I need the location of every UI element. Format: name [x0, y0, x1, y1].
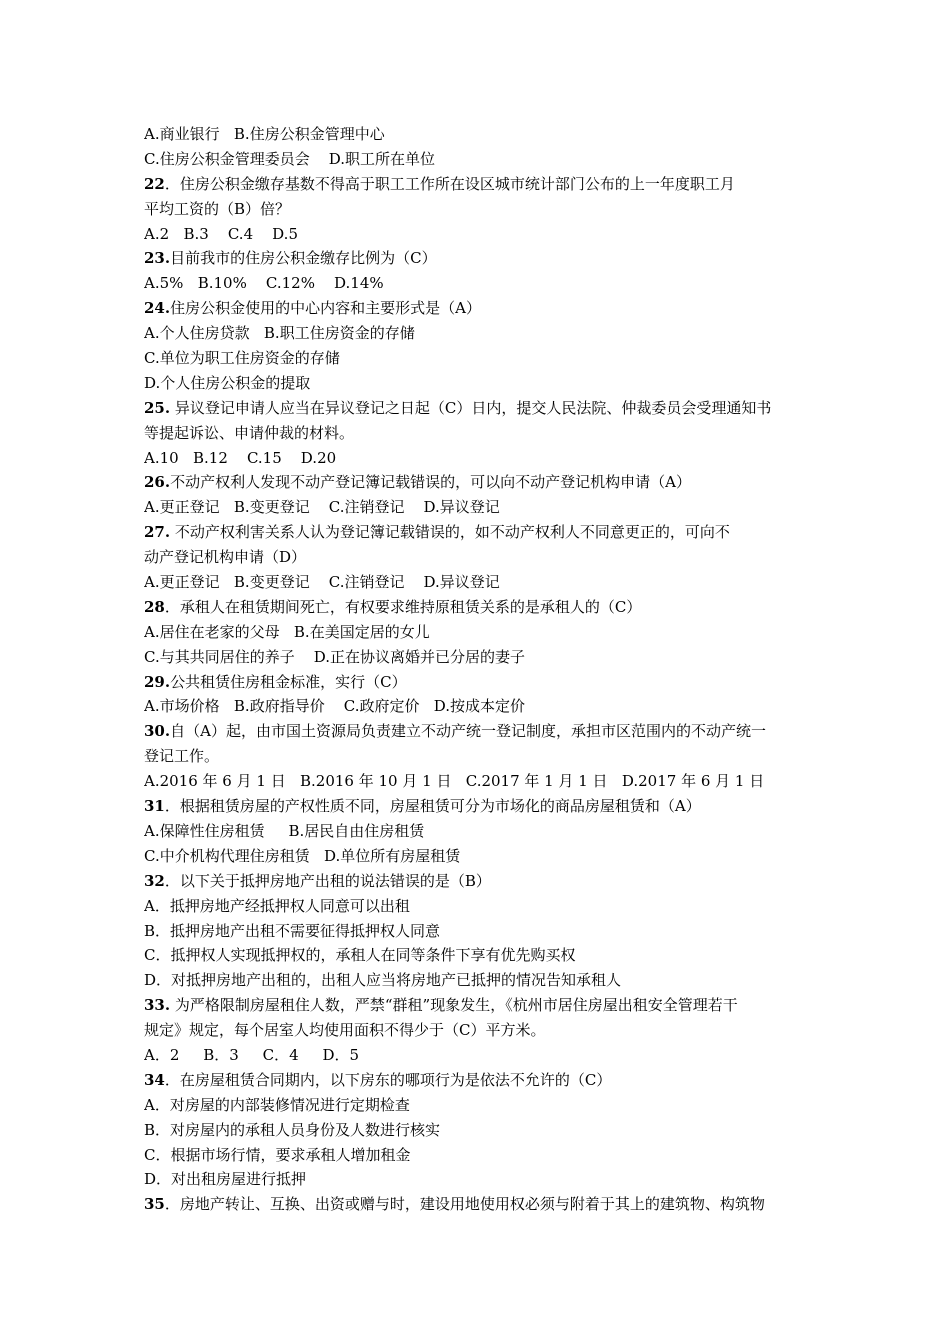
line-text: 平均工资的（B）倍？ [144, 199, 291, 218]
text-line [144, 1043, 814, 1068]
text-line [144, 894, 814, 919]
text-line [144, 1018, 814, 1043]
question-line [144, 520, 814, 545]
text-line [144, 197, 814, 222]
line-text: 公共租赁住房租金标准，实行（C） [170, 672, 407, 691]
question-line [144, 869, 814, 894]
line-text: D．对出租房屋进行抵押 [144, 1170, 307, 1189]
line-text: A.市场价格 B.政府指导价 C.政府定价 D.按成本定价 [144, 697, 526, 716]
line-text: ．以下关于抵押房地产出租的说法错误的是（B） [164, 871, 491, 890]
question-number: 31 [144, 797, 165, 816]
question-number: 28 [144, 597, 165, 616]
question-line [144, 172, 814, 197]
question-number: 26. [144, 473, 171, 492]
line-text: A.商业银行 B.住房公积金管理中心 [144, 125, 385, 143]
line-text: A.5% B.10% C.12% D.14% [144, 274, 384, 293]
text-line [144, 495, 814, 520]
line-text: ．承租人在租赁期间死亡，有权要求维持原租赁关系的是承租人的（C） [164, 597, 642, 616]
question-line [144, 296, 814, 321]
line-text: 不动产权利人发现不动产登记簿记载错误的，可以向不动产登记机构申请（A） [170, 473, 691, 492]
question-line [144, 670, 814, 695]
question-number: 33. [144, 996, 171, 1015]
line-text: 目前我市的住房公积金缴存比例为（C） [170, 249, 437, 268]
question-number: 32 [144, 871, 165, 890]
line-text: A．抵押房地产经抵押权人同意可以出租 [144, 896, 410, 915]
text-line [144, 943, 814, 968]
text-line [144, 122, 814, 147]
text-line [144, 147, 814, 172]
text-line [144, 819, 814, 844]
line-text: 自（A）起，由市国土资源局负责建立不动产统一登记制度，承担市区范围内的不动产统一 [170, 722, 766, 741]
question-number: 30. [144, 722, 171, 741]
question-line [144, 595, 814, 620]
question-number: 25. [144, 398, 171, 417]
line-text: D．对抵押房地产出租的，出租人应当将房地产已抵押的情况告知承租人 [144, 971, 622, 990]
line-text: 异议登记申请人应当在异议登记之日起（C）日内，提交人民法院、仲裁委员会受理通知书 [170, 398, 772, 417]
text-line [144, 570, 814, 595]
line-text: C.中介机构代理住房租赁 D.单位所有房屋租赁 [144, 846, 461, 865]
line-text: 登记工作。 [144, 747, 220, 766]
document-page [144, 122, 814, 1217]
line-text: C.单位为职工住房资金的存储 [144, 349, 340, 368]
line-text: 不动产权利害关系人认为登记簿记载错误的，如不动产权利人不同意更正的，可向不 [170, 523, 730, 542]
text-line [144, 421, 814, 446]
line-text: A.个人住房贷款 B.职工住房资金的存储 [144, 324, 415, 343]
line-text: ．在房屋租赁合同期内，以下房东的哪项行为是依法不允许的（C） [164, 1070, 612, 1089]
question-line [144, 719, 814, 744]
line-text: A.居住在老家的父母 B.在美国定居的女儿 [144, 622, 430, 641]
question-line [144, 1192, 814, 1217]
question-number: 27. [144, 523, 171, 542]
text-line [144, 744, 814, 769]
line-text: C．抵押权人实现抵押权的，承租人在同等条件下享有优先购买权 [144, 946, 576, 965]
text-line [144, 620, 814, 645]
text-line [144, 321, 814, 346]
question-line [144, 993, 814, 1018]
text-line [144, 446, 814, 471]
text-line [144, 371, 814, 396]
text-line [144, 694, 814, 719]
line-text: 等提起诉讼、申请仲裁的材料。 [144, 423, 355, 442]
question-number: 35 [144, 1195, 165, 1214]
question-number: 29. [144, 672, 171, 691]
line-text: A.2016 年 6 月 1 日 B.2016 年 10 月 1 日 C.2017 年 1 月 1 日 D.2017 年 6 月 1 日 [144, 772, 765, 791]
text-line [144, 545, 814, 570]
line-text: 为严格限制房屋租住人数，严禁“群租”现象发生，《杭州市居住房屋出租安全管理若干 [170, 996, 738, 1015]
line-text: C．根据市场行情，要求承租人增加租金 [144, 1145, 411, 1164]
line-text: A.保障性住房租赁 B.居民自由住房租赁 [144, 821, 425, 840]
question-number: 24. [144, 299, 171, 318]
question-number: 22 [144, 174, 165, 193]
line-text: A.10 B.12 C.15 D.20 [144, 448, 337, 467]
line-text: A．2 B．3 C．4 D．5 [144, 1045, 360, 1064]
text-line [144, 1093, 814, 1118]
line-text: A.更正登记 B.变更登记 C.注销登记 D.异议登记 [144, 498, 500, 517]
line-text: B．对房屋内的承租人员身份及人数进行核实 [144, 1120, 441, 1139]
line-text: ．房地产转让、互换、出资或赠与时，建设用地使用权必须与附着于其上的建筑物、构筑物 [164, 1195, 765, 1214]
question-line [144, 794, 814, 819]
text-line [144, 844, 814, 869]
line-text: 规定》规定，每个居室人均使用面积不得少于（C）平方米。 [144, 1021, 546, 1040]
line-text: ．根据租赁房屋的产权性质不同，房屋租赁可分为市场化的商品房屋租赁和（A） [164, 797, 701, 816]
question-line [144, 246, 814, 271]
text-line [144, 271, 814, 296]
text-line [144, 1118, 814, 1143]
line-text: 住房公积金使用的中心内容和主要形式是（A） [170, 299, 481, 318]
question-number: 23. [144, 249, 171, 268]
line-text: ．住房公积金缴存基数不得高于职工工作所在设区城市统计部门公布的上一年度职工月 [164, 174, 735, 193]
text-line [144, 222, 814, 247]
text-line [144, 346, 814, 371]
question-line [144, 470, 814, 495]
question-line [144, 1068, 814, 1093]
line-text: C.住房公积金管理委员会 D.职工所在单位 [144, 149, 436, 168]
text-line [144, 769, 814, 794]
text-line [144, 645, 814, 670]
line-text: A.更正登记 B.变更登记 C.注销登记 D.异议登记 [144, 573, 500, 592]
line-text: B．抵押房地产出租不需要征得抵押权人同意 [144, 921, 441, 940]
text-line [144, 1143, 814, 1168]
text-line [144, 1167, 814, 1192]
line-text: A.2 B.3 C.4 D.5 [144, 224, 298, 243]
line-text: 动产登记机构申请（D） [144, 548, 307, 567]
line-text: C.与其共同居住的养子 D.正在协议离婚并已分居的妻子 [144, 647, 526, 666]
line-text: A．对房屋的内部装修情况进行定期检查 [144, 1095, 410, 1114]
text-line [144, 919, 814, 944]
line-text: D.个人住房公积金的提取 [144, 373, 311, 392]
question-number: 34 [144, 1070, 165, 1089]
question-line [144, 396, 814, 421]
text-line [144, 968, 814, 993]
